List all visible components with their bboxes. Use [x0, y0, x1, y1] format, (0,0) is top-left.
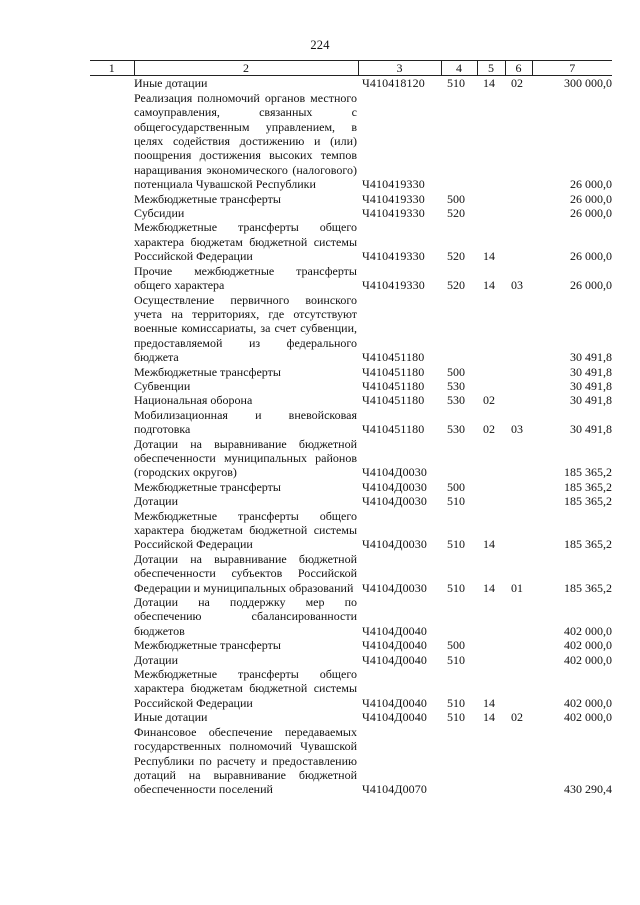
table-row: [90, 667, 612, 710]
page-number: 224: [310, 38, 330, 52]
subsection: 03: [511, 278, 523, 293]
target-code: Ч410451180: [362, 393, 425, 408]
section: 14: [483, 695, 495, 710]
section: [477, 192, 505, 206]
subsection: [505, 638, 532, 652]
target-code: Ч410451180: [362, 350, 425, 365]
subsection: [505, 725, 532, 797]
target-code: Ч410451180: [362, 378, 425, 393]
subsection: [505, 192, 532, 206]
target-code: Ч410451180: [362, 422, 425, 437]
item-name: Дотации на поддержку мер по обеспечению сбалансированности бюджетов: [134, 595, 357, 638]
item-name: Финансовое обеспечение передаваемых государственных полномочий Чувашской Республики по расчету и предоставлению дотаций на выравнивание бюджетной обеспеченности поселений: [134, 724, 357, 797]
item-name: Субвенции: [134, 378, 191, 393]
target-code: Ч410451180: [362, 364, 425, 379]
subsection: 02: [511, 710, 523, 725]
item-name: Межбюджетные трансферты: [134, 191, 281, 206]
section: 02: [483, 393, 495, 408]
amount: 402 000,0: [564, 710, 612, 725]
item-name: Межбюджетные трансферты: [134, 479, 281, 494]
target-code: Ч410419330: [362, 278, 425, 293]
item-name: Межбюджетные трансферты общего характера бюджетам бюджетной системы Российской Федерации: [134, 220, 357, 264]
table-row: [90, 595, 612, 638]
subsection: [505, 509, 532, 552]
header-col-1: 1: [90, 61, 134, 76]
item-name: Осуществление первичного воинского учета на территориях, где отсутствуют военные комиссариаты, за счет субвенции, предоставляемой из федерального бюджета: [134, 292, 357, 365]
cell-col-1: [90, 393, 134, 407]
section: [477, 437, 505, 480]
table-row: [90, 437, 612, 480]
cell-col-1: [90, 293, 134, 365]
amount: 300 000,0: [564, 76, 612, 91]
budget-table: [90, 60, 612, 797]
amount: 185 365,2: [564, 465, 612, 480]
table-row: [90, 494, 612, 508]
amount: 185 365,2: [564, 479, 612, 494]
header-col-5: 5: [477, 61, 505, 76]
header-row: [90, 61, 612, 76]
cell-col-1: [90, 91, 134, 192]
cell-col-1: [90, 379, 134, 393]
target-code: Ч410419330: [362, 191, 425, 206]
cell-col-1: [90, 653, 134, 667]
item-name: Дотации на выравнивание бюджетной обеспеченности субъектов Российской Федерации и муниципальных образований: [134, 551, 357, 595]
amount: 26 000,0: [570, 177, 612, 192]
table-row: [90, 192, 612, 206]
cell-col-1: [90, 206, 134, 220]
item-name: Иные дотации: [134, 76, 208, 91]
target-code: Ч410419330: [362, 177, 425, 192]
cell-col-1: [90, 192, 134, 206]
cell-col-1: [90, 725, 134, 797]
cell-col-1: [90, 408, 134, 437]
amount: 185 365,2: [564, 580, 612, 595]
amount: 30 491,8: [570, 364, 612, 379]
table-row: [90, 379, 612, 393]
item-name: Мобилизационная и вневойсковая подготовка: [134, 407, 357, 437]
amount: 26 000,0: [570, 191, 612, 206]
target-code: Ч4104Д0040: [362, 623, 427, 638]
section: 14: [483, 580, 495, 595]
section: 14: [483, 249, 495, 264]
cell-col-1: [90, 710, 134, 724]
target-code: Ч4104Д0070: [362, 782, 427, 797]
expense-type: 510: [447, 652, 465, 667]
table-row: [90, 725, 612, 797]
subsection: [505, 667, 532, 710]
item-name: Дотации: [134, 652, 179, 667]
table-row: [90, 393, 612, 407]
subsection: [505, 206, 532, 220]
expense-type: 510: [447, 494, 465, 509]
expense-type: 520: [447, 249, 465, 264]
item-name: Прочие межбюджетные трансферты общего характера: [134, 263, 357, 293]
cell-col-1: [90, 667, 134, 710]
table-row: [90, 638, 612, 652]
expense-type: 500: [447, 191, 465, 206]
subsection: [505, 293, 532, 365]
cell-col-1: [90, 264, 134, 293]
amount: 402 000,0: [564, 623, 612, 638]
header-col-4: 4: [441, 61, 477, 76]
target-code: Ч410418120: [362, 76, 425, 91]
amount: 30 491,8: [570, 378, 612, 393]
amount: 402 000,0: [564, 695, 612, 710]
section: [477, 379, 505, 393]
cell-col-1: [90, 638, 134, 652]
target-code: Ч4104Д0030: [362, 465, 427, 480]
expense-type: 530: [447, 378, 465, 393]
cell-col-1: [90, 480, 134, 494]
section: 14: [483, 710, 495, 725]
amount: 185 365,2: [564, 494, 612, 509]
subsection: 03: [511, 422, 523, 437]
table-body: [90, 76, 612, 797]
amount: 26 000,0: [570, 249, 612, 264]
table-row: [90, 76, 612, 91]
section: [477, 206, 505, 220]
cell-col-1: [90, 437, 134, 480]
header-col-2: 2: [134, 61, 358, 76]
table-row: [90, 365, 612, 379]
item-name: Национальная оборона: [134, 393, 253, 408]
item-name: Дотации: [134, 494, 179, 509]
table-row: [90, 293, 612, 365]
item-name: Межбюджетные трансферты: [134, 638, 281, 653]
table-row: [90, 220, 612, 263]
header-col-3: 3: [358, 61, 441, 76]
table-header: [90, 61, 612, 76]
subsection: 02: [511, 76, 523, 91]
table-row: [90, 480, 612, 494]
target-code: Ч4104Д0030: [362, 537, 427, 552]
amount: 30 491,8: [570, 393, 612, 408]
section: [477, 480, 505, 494]
expense-type: [441, 595, 477, 638]
subsection: [505, 595, 532, 638]
item-name: Межбюджетные трансферты общего характера бюджетам бюджетной системы Российской Федерации: [134, 508, 357, 552]
item-name: Межбюджетные трансферты общего характера бюджетам бюджетной системы Российской Федерации: [134, 667, 357, 710]
expense-type: 510: [447, 76, 465, 91]
target-code: Ч4104Д0040: [362, 652, 427, 667]
section: [477, 595, 505, 638]
expense-type: 500: [447, 638, 465, 653]
expense-type: 530: [447, 422, 465, 437]
cell-col-1: [90, 509, 134, 552]
item-name: Реализация полномочий органов местного самоуправления, связанных с общегосударственным управлением, в целях содействия достижению и (или) поощрения достижения высоких темпов наращивания экономического (налогового) потенциала Чувашской Республики: [134, 90, 357, 192]
expense-type: 530: [447, 393, 465, 408]
target-code: Ч4104Д0030: [362, 479, 427, 494]
subsection: [505, 480, 532, 494]
subsection: [505, 437, 532, 480]
table-row: [90, 206, 612, 220]
section: 14: [483, 537, 495, 552]
subsection: [505, 365, 532, 379]
amount: 185 365,2: [564, 537, 612, 552]
item-name: Межбюджетные трансферты: [134, 364, 281, 379]
expense-type: 510: [447, 695, 465, 710]
table-row: [90, 509, 612, 552]
expense-type: 510: [447, 580, 465, 595]
target-code: Ч4104Д0030: [362, 580, 427, 595]
subsection: [505, 393, 532, 407]
section: [477, 494, 505, 508]
header-col-6: 6: [505, 61, 532, 76]
target-code: Ч410419330: [362, 206, 425, 221]
subsection: [505, 91, 532, 192]
table-row: [90, 264, 612, 293]
expense-type: 510: [447, 710, 465, 725]
amount: 26 000,0: [570, 278, 612, 293]
amount: 26 000,0: [570, 206, 612, 221]
target-code: Ч4104Д0040: [362, 638, 427, 653]
expense-type: [441, 725, 477, 797]
item-name: Дотации на выравнивание бюджетной обеспеченности муниципальных районов (городских округов): [134, 436, 357, 480]
section: [477, 293, 505, 365]
table-row: [90, 653, 612, 667]
target-code: Ч4104Д0030: [362, 494, 427, 509]
cell-col-1: [90, 595, 134, 638]
section: [477, 365, 505, 379]
subsection: [505, 653, 532, 667]
amount: 30 491,8: [570, 350, 612, 365]
table-row: [90, 552, 612, 595]
expense-type: 520: [447, 278, 465, 293]
expense-type: 500: [447, 364, 465, 379]
subsection: [505, 379, 532, 393]
expense-type: [441, 91, 477, 192]
amount: 430 290,4: [564, 782, 612, 797]
target-code: Ч4104Д0040: [362, 710, 427, 725]
expense-type: [441, 437, 477, 480]
expense-type: 500: [447, 479, 465, 494]
expense-type: 510: [447, 537, 465, 552]
cell-col-1: [90, 365, 134, 379]
item-name: Субсидии: [134, 206, 185, 221]
section: 14: [483, 278, 495, 293]
subsection: 01: [511, 580, 523, 595]
header-col-7: 7: [532, 61, 612, 76]
table-row: [90, 408, 612, 437]
section: [477, 653, 505, 667]
section: [477, 725, 505, 797]
amount: 30 491,8: [570, 422, 612, 437]
target-code: Ч410419330: [362, 249, 425, 264]
expense-type: [441, 293, 477, 365]
section: [477, 638, 505, 652]
section: 14: [483, 76, 495, 91]
table-row: [90, 710, 612, 724]
amount: 402 000,0: [564, 638, 612, 653]
section: [477, 91, 505, 192]
table-row: [90, 91, 612, 192]
cell-col-1: [90, 76, 134, 91]
item-name: Иные дотации: [134, 710, 208, 725]
subsection: [505, 494, 532, 508]
target-code: Ч4104Д0040: [362, 695, 427, 710]
amount: 402 000,0: [564, 652, 612, 667]
section: 02: [483, 422, 495, 437]
cell-col-1: [90, 552, 134, 595]
expense-type: 520: [447, 206, 465, 221]
cell-col-1: [90, 494, 134, 508]
subsection: [505, 220, 532, 263]
cell-col-1: [90, 220, 134, 263]
